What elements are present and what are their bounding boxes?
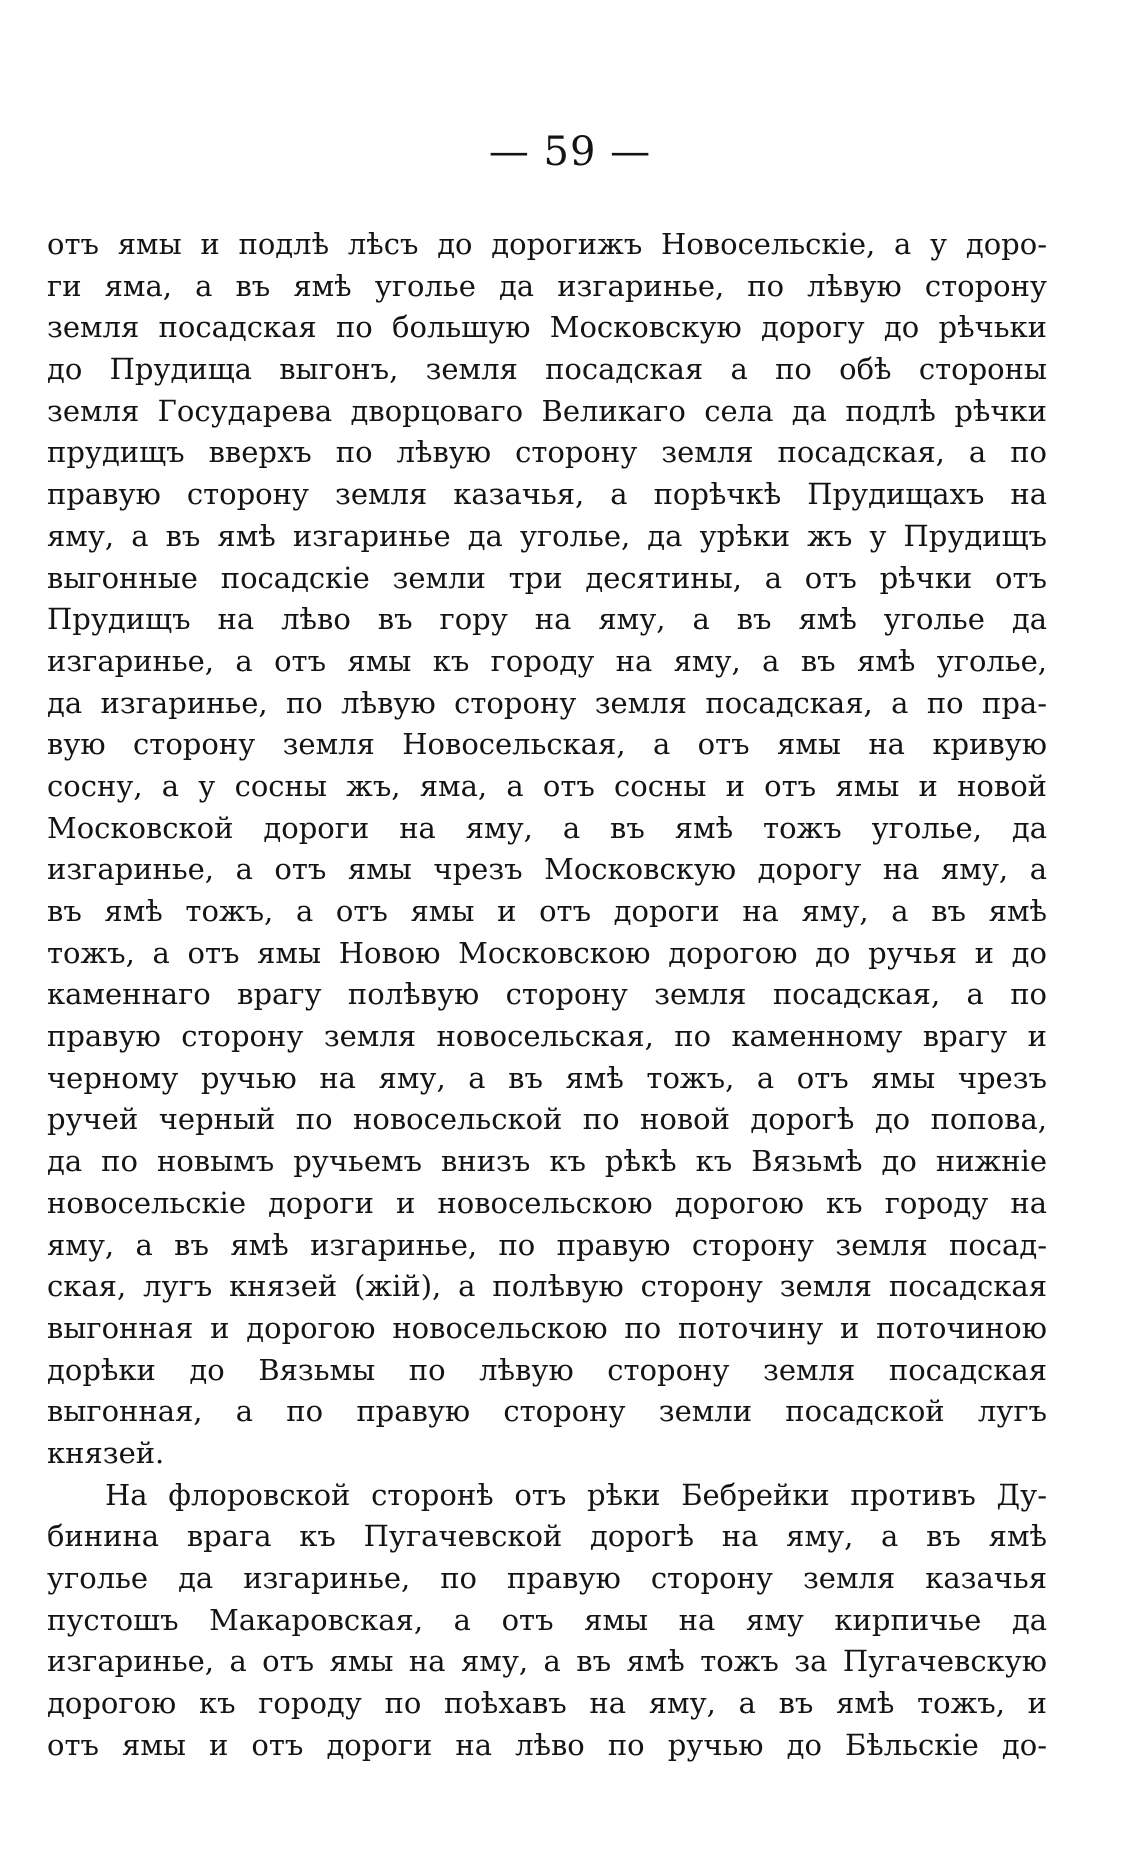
text-line: до Прудища выгонъ, земля посадская а по обѣ стороны: [47, 352, 1047, 387]
text-line: черному ручью на яму, а въ ямѣ тожъ, а отъ ямы чрезъ: [47, 1060, 1047, 1095]
text-line: сосну, а у сосны жъ, яма, а отъ сосны и отъ ямы и новой: [47, 768, 1047, 803]
text-line: Московской дороги на яму, а въ ямѣ тожъ уголье, да: [47, 810, 1047, 845]
text-line: да по новымъ ручьемъ внизъ къ рѣкѣ къ Вязьмѣ до нижніе: [47, 1144, 1047, 1179]
text-line: земля посадская по большую Московскую дорогу до рѣчьки: [47, 310, 1047, 345]
text-line: выгонные посадскіе земли три десятины, а отъ рѣчки отъ: [47, 560, 1047, 595]
paragraph-2: [47, 1475, 1047, 1767]
text-line: бинина врага къ Пугачевской дорогѣ на яму, а въ ямѣ: [47, 1519, 1047, 1554]
text-line: правую сторону земля новосельская, по каменному врагу и: [47, 1019, 1047, 1054]
text-line: изгаринье, а отъ ямы къ городу на яму, а въ ямѣ уголье,: [47, 643, 1047, 678]
text-line: ская, лугъ князей (жій), а полѣвую сторону земля посадская: [47, 1269, 1047, 1304]
text-line: правую сторону земля казачья, а порѣчкѣ Прудищахъ на: [47, 477, 1047, 512]
text-line: вую сторону земля Новосельская, а отъ ямы на кривую: [47, 727, 1047, 762]
paragraph-1: [47, 224, 1047, 1475]
text-line: Прудищъ на лѣво въ гору на яму, а въ ямѣ уголье да: [47, 602, 1047, 637]
text-line: князей.: [47, 1435, 165, 1470]
text-line: яму, а въ ямѣ изгаринье да уголье, да урѣки жъ у Прудищъ: [47, 518, 1047, 553]
text-line: ручей черный по новосельской по новой дорогѣ до попова,: [47, 1102, 1047, 1137]
body-text: [47, 224, 1047, 1766]
text-line: ги яма, а въ ямѣ уголье да изгаринье, по лѣвую сторону: [47, 268, 1047, 303]
text-line: отъ ямы и подлѣ лѣсъ до дорогижъ Новосельскіе, а у доро-: [47, 227, 1047, 261]
text-line: пустошъ Макаровская, а отъ ямы на яму кирпичье да: [47, 1602, 1047, 1637]
text-line: изгаринье, а отъ ямы чрезъ Московскую дорогу на яму, а: [47, 852, 1047, 887]
text-line: земля Государева дворцоваго Великаго села да подлѣ рѣчки: [47, 393, 1047, 428]
text-line: да изгаринье, по лѣвую сторону земля посадская, а по пра-: [47, 685, 1047, 720]
text-line: прудищъ вверхъ по лѣвую сторону земля посадская, а по: [47, 435, 1047, 470]
text-line: каменнаго врагу полѣвую сторону земля посадская, а по: [47, 977, 1047, 1012]
text-line: отъ ямы и отъ дороги на лѣво по ручью до Бѣльскіе до-: [47, 1727, 1047, 1762]
text-line: въ ямѣ тожъ, а отъ ямы и отъ дороги на яму, а въ ямѣ: [47, 894, 1047, 928]
text-line: изгаринье, а отъ ямы на яму, а въ ямѣ тожъ за Пугачевскую: [47, 1644, 1047, 1679]
text-line: На флоровской сторонѣ отъ рѣки Бебрейки противъ Ду-: [105, 1477, 1047, 1512]
text-line: дорогою къ городу по поѣхавъ на яму, а въ ямѣ тожъ, и: [47, 1686, 1047, 1721]
text-line: дорѣки до Вязьмы по лѣвую сторону земля посадская: [47, 1352, 1047, 1387]
text-line: выгонная, а по правую сторону земли посадской лугъ: [47, 1394, 1047, 1429]
text-line: тожъ, а отъ ямы Новою Московскою дорогою до ручья и до: [47, 935, 1047, 970]
text-line: новосельскіе дороги и новосельскою дорогою къ городу на: [47, 1185, 1047, 1220]
text-line: яму, а въ ямѣ изгаринье, по правую сторону земля посад-: [47, 1227, 1047, 1262]
text-line: уголье да изгаринье, по правую сторону земля казачья: [47, 1561, 1047, 1595]
text-line: выгонная и дорогою новосельскою по поточину и поточиною: [47, 1310, 1047, 1345]
page-number: — 59 —: [488, 129, 652, 175]
